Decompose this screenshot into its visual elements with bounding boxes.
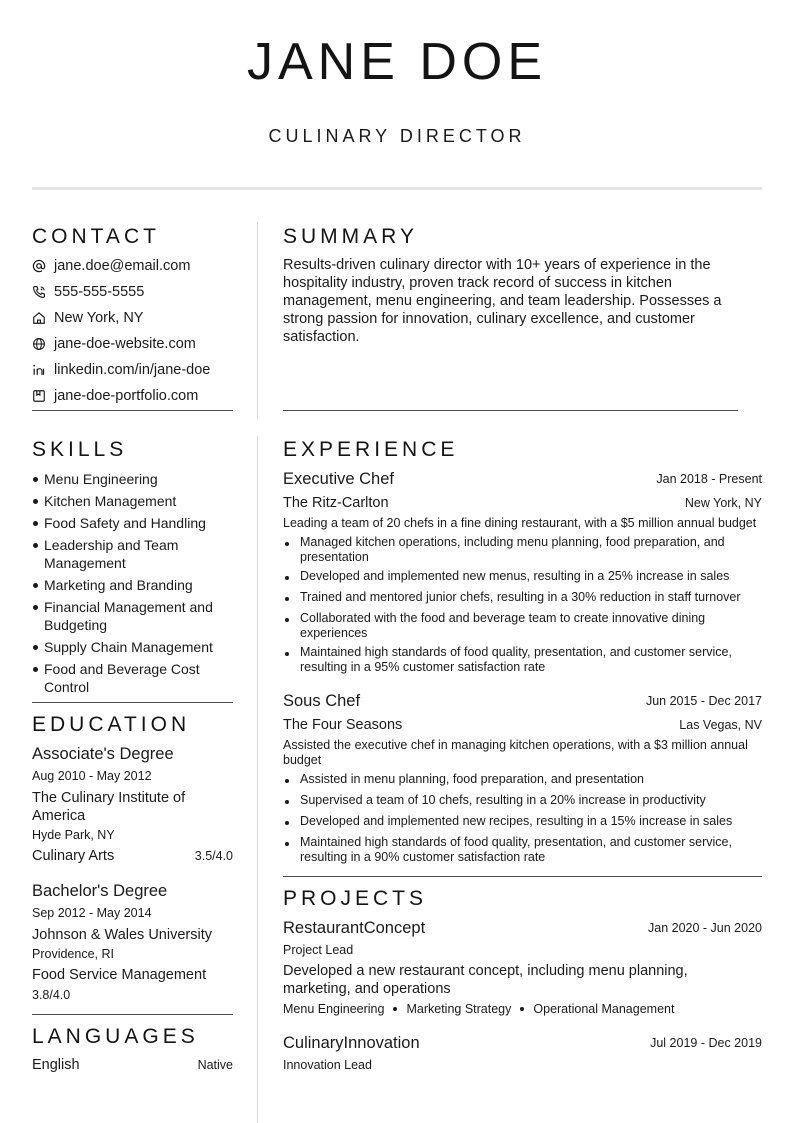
tag-separator [520, 1007, 524, 1011]
skill-item: Supply Chain Management [32, 638, 237, 656]
project-name: RestaurantConcept [283, 919, 426, 937]
job-dates: Jun 2015 - Dec 2017 [645, 694, 762, 708]
candidate-name: JANE DOE [246, 33, 548, 91]
job-bullet: Maintained high standards of food quality, presentation, and customer service, resulting in a 90% customer satisfaction rate [300, 835, 760, 865]
education-gpa: 3.8/4.0 [32, 988, 71, 1002]
job-company: The Ritz-Carlton [283, 495, 389, 511]
contact-location [32, 308, 143, 328]
job-bullet: Developed and implemented new menus, resulting in a 25% increase in sales [300, 569, 760, 584]
job-description: Assisted the executive chef in managing kitchen operations, with a $3 million annual budget [283, 738, 748, 767]
contact-divider [32, 410, 233, 411]
candidate-title: CULINARY DIRECTOR [268, 126, 526, 146]
contact-linkedin[interactable] [32, 360, 210, 380]
job-location: Las Vegas, NV [679, 718, 762, 732]
contact-portfolio-text: jane-doe-portfolio.com [54, 388, 199, 404]
project-dates: Jan 2020 - Jun 2020 [648, 921, 762, 935]
job-location: New York, NY [684, 496, 762, 510]
header-divider [32, 187, 762, 190]
education-school: Johnson & Wales University [32, 927, 212, 943]
linkedin-icon [32, 363, 46, 377]
project-role: Innovation Lead [283, 1058, 372, 1072]
job-dates: Jan 2018 - Present [656, 472, 762, 486]
skills-divider [32, 702, 233, 703]
job-bullet: Developed and implemented new recipes, resulting in a 15% increase in sales [300, 814, 760, 829]
contact-heading: CONTACT [32, 225, 160, 248]
job-bullet: Collaborated with the food and beverage team to create innovative dining experiences [300, 611, 760, 641]
job-title: Sous Chef [283, 692, 361, 710]
contact-location-text: New York, NY [54, 310, 144, 326]
job-company: The Four Seasons [283, 717, 403, 733]
project-tag: Operational Management [533, 1002, 675, 1016]
job-bullet: Supervised a team of 10 chefs, resulting in a 20% increase in productivity [300, 793, 760, 808]
education-degree: Bachelor's Degree [32, 882, 168, 900]
skill-item: Financial Management and Budgeting [32, 598, 237, 634]
languages-heading: LANGUAGES [32, 1025, 199, 1048]
column-divider [257, 436, 258, 1123]
education-location: Providence, RI [32, 947, 114, 961]
job-bullet: Maintained high standards of food quality, presentation, and customer service, resulting in a 95% customer satisfaction rate [300, 645, 760, 675]
column-divider [257, 222, 258, 419]
skill-item: Food and Beverage Cost Control [32, 660, 237, 696]
project-tag: Marketing Strategy [406, 1002, 512, 1016]
education-location: Hyde Park, NY [32, 828, 115, 842]
skill-item: Food Safety and Handling [32, 514, 237, 532]
education-divider [32, 1014, 233, 1015]
contact-website[interactable] [32, 334, 196, 354]
summary-text: Results-driven culinary director with 10+ years of experience in the hospitality industry, proven track record of success in kitchen management, menu engineering, and team leadership. Possesses a strong passion for innovation, culinary excellence, and customer satisfaction. [283, 257, 722, 345]
skill-item: Leadership and Team Management [32, 536, 237, 572]
project-tag: Menu Engineering [283, 1002, 385, 1016]
skill-item: Menu Engineering [32, 470, 237, 488]
projects-heading: PROJECTS [283, 887, 428, 910]
education-dates: Sep 2012 - May 2014 [32, 906, 152, 920]
phone-icon [32, 285, 46, 299]
contact-website-text: jane-doe-website.com [54, 336, 196, 352]
contact-email-text: jane.doe@email.com [54, 258, 191, 274]
contact-phone-text: 555-555-5555 [54, 284, 145, 300]
skill-item: Marketing and Branding [32, 576, 237, 594]
tag-separator [393, 1007, 397, 1011]
education-school: The Culinary Institute of America [32, 790, 186, 824]
contact-phone[interactable] [32, 282, 144, 302]
education-gpa: 3.5/4.0 [194, 849, 233, 863]
job-title: Executive Chef [283, 470, 394, 488]
project-description: Developed a new restaurant concept, including menu planning, marketing, and operations [283, 963, 688, 997]
job-bullet: Assisted in menu planning, food preparation, and presentation [300, 772, 760, 787]
globe-icon [32, 337, 46, 351]
skill-item: Kitchen Management [32, 492, 237, 510]
project-name: CulinaryInnovation [283, 1034, 420, 1052]
summary-heading: SUMMARY [283, 225, 418, 248]
contact-linkedin-text: linkedin.com/in/jane-doe [54, 362, 211, 378]
job-description: Leading a team of 20 chefs in a fine dining restaurant, with a $5 million annual budget [283, 516, 757, 530]
home-icon [32, 311, 46, 325]
language-level: Native [197, 1058, 233, 1072]
education-heading: EDUCATION [32, 713, 191, 736]
job-bullet: Trained and mentored junior chefs, resulting in a 30% reduction in staff turnover [300, 590, 760, 605]
resume-header [0, 0, 794, 190]
portfolio-icon [32, 389, 46, 403]
job-bullet: Managed kitchen operations, including menu planning, food preparation, and presentation [300, 535, 760, 565]
project-tags [283, 1002, 674, 1016]
contact-email[interactable] [32, 256, 190, 276]
education-field: Food Service Management [32, 967, 207, 983]
education-field: Culinary Arts [32, 848, 115, 864]
language-name: English [32, 1057, 80, 1073]
experience-heading: EXPERIENCE [283, 438, 459, 461]
project-dates: Jul 2019 - Dec 2019 [650, 1036, 762, 1050]
experience-divider [283, 876, 762, 877]
education-degree: Associate's Degree [32, 745, 174, 763]
skills-heading: SKILLS [32, 438, 128, 461]
education-dates: Aug 2010 - May 2012 [32, 769, 152, 783]
at-icon [32, 259, 46, 273]
contact-portfolio[interactable] [32, 386, 198, 406]
project-role: Project Lead [283, 943, 354, 957]
summary-divider [283, 410, 738, 411]
